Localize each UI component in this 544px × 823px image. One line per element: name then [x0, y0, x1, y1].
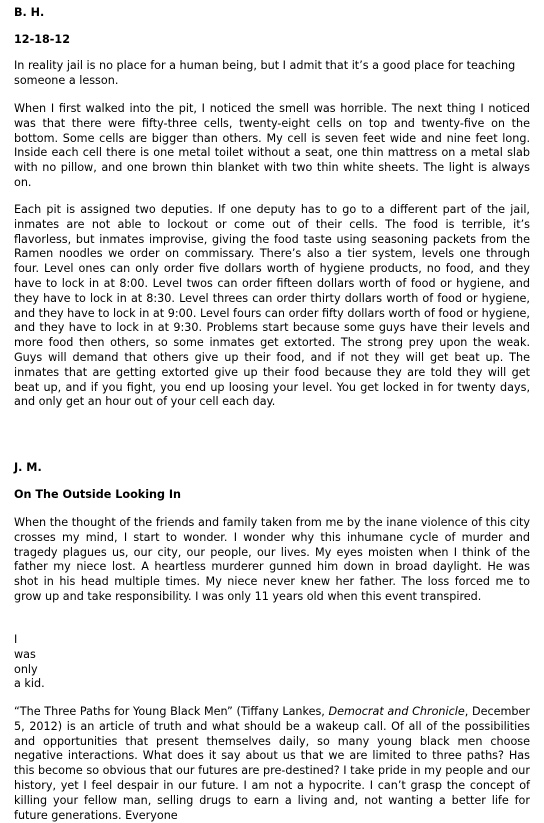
paragraph-text: , December 5, 2012) is an article of truth and what should be a wakeup call. Of all of the possibilities and opportunities that present themselves daily, so many young black men choose negative interactions. What does it say about us that we are limited to three paths? Has this become so obvious that our futures are pre-destined? I take pride in my people and our history, yet I feel despair in our future. I am not a hypocrite. I can’t grasp the concept of killing your fellow man, selling drugs to earn a living and, not wanting a better life for future generations. Everyone — [14, 705, 530, 822]
verse-line: was — [14, 647, 36, 661]
body-paragraph: Each pit is assigned two deputies. If one deputy has to go to a different part of the jail, inmates are not able to lockout or come out of their cells. The food is terrible, it’s flavorless, but inmates improvise, giving the food taste using seasoning packets from the Ramen noodles we order on commissary. There’s also a tier system, levels one through four. Level ones can only order five dollars worth of hygiene products, no food, and they have to lock in at 8:00. Level twos can order fifteen dollars worth of food or hygiene, and they have to lock in at 8:30. Level threes can order thirty dollars worth of food or hygiene, and they have to lock in at 9:00. Level fours can order fifty dollars worth of food or hygiene, and they have to lock in at 9:30. Problems start because some guys have their levels and more food then others, so some inmates get extorted. The strong prey upon the weak. Guys will demand that others give up their food, and if not they will get beat up. The inmates that are getting extorted give up their food because they are told they will get beat up, and if you fight, you end up loosing your level. You get locked in for twenty days, and only get an hour out of your cell each day. — [14, 203, 530, 409]
publication-name: Democrat and Chronicle — [328, 705, 465, 718]
entry-author: J. M. — [14, 461, 42, 474]
verse — [14, 633, 530, 692]
essay-title: On The Outside Looking In — [14, 488, 182, 501]
body-paragraph — [14, 705, 530, 823]
body-paragraph: In reality jail is no place for a human being, but I admit that it’s a good place for teaching someone a lesson. — [14, 59, 516, 87]
body-paragraph: When the thought of the friends and family taken from me by the inane violence of this city crosses my mind, I start to wonder. I wonder why this inhumane cycle of murder and tragedy plagues us, our city, our people, our lives. My eyes moisten when I think of the father my niece lost. A heartless murderer gunned him down in broad daylight. He was shot in his head multiple times. My niece never knew her father. The loss forced me to grow up and take responsibility. I was only 11 years old when this event transpired. — [14, 516, 530, 603]
verse-line: only — [14, 662, 38, 676]
verse-line: a kid. — [14, 677, 45, 691]
entry-date: 12-18-12 — [14, 33, 70, 46]
verse-line: I — [14, 633, 18, 646]
entry-author: B. H. — [14, 6, 45, 19]
body-paragraph: When I first walked into the pit, I noticed the smell was horrible. The next thing I noticed was that there were fifty-three cells, twenty-eight cells on top and twenty-five on the bottom. Some cells are bigger than others. My cell is seven feet wide and nine feet long. Inside each cell there is one metal toilet without a seat, one thin mattress on a metal slab with no pillow, and one brown thin blanket with two thin white sheets. The light is always on. — [14, 102, 530, 189]
paragraph-text: “The Three Paths for Young Black Men” (Tiffany Lankes, — [14, 705, 329, 718]
